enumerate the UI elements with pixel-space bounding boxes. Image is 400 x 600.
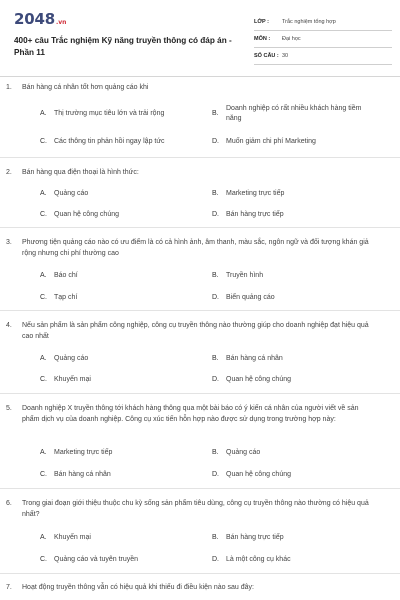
question-text: Hoạt động truyền thông vẫn có hiệu quả khi thiếu đi điều kiện nào sau đây: bbox=[22, 584, 254, 591]
option-text: Marketing trực tiếp bbox=[226, 190, 285, 197]
option-letter: A. bbox=[40, 190, 47, 197]
question-number: 7. bbox=[6, 584, 12, 591]
option-text: Biển quảng cáo bbox=[226, 294, 275, 301]
question-item bbox=[0, 311, 400, 394]
question-list bbox=[0, 78, 400, 598]
option-letter: D. bbox=[212, 211, 219, 218]
question-stem bbox=[6, 498, 372, 520]
option-letter: A. bbox=[40, 355, 47, 362]
option-letter: A. bbox=[40, 110, 47, 117]
option-letter: C. bbox=[40, 211, 47, 218]
meta-value: Đại học bbox=[282, 36, 301, 42]
header-divider bbox=[0, 76, 400, 77]
question-text: Phương tiện quảng cáo nào có ưu điểm là có cả hình ảnh, âm thanh, màu sắc, ngôn ngữ và đối tượng khán giả rộng nhưng chi phí thường cao bbox=[22, 239, 369, 257]
meta-table bbox=[254, 14, 392, 65]
site-logo[interactable] bbox=[14, 10, 66, 28]
question-item bbox=[0, 228, 400, 311]
option-letter: C. bbox=[40, 471, 47, 478]
option-text: Khuyến mại bbox=[54, 376, 91, 383]
question-stem bbox=[6, 582, 372, 593]
option-text: Doanh nghiệp có rất nhiều khách hàng tiềm năng bbox=[226, 105, 362, 122]
option-text: Marketing trực tiếp bbox=[54, 449, 113, 456]
option-letter: B. bbox=[212, 534, 219, 541]
option-text: Bán hàng cá nhân bbox=[54, 471, 111, 478]
option-letter: D. bbox=[212, 376, 219, 383]
option-text: Bán hàng trực tiếp bbox=[226, 534, 284, 541]
question-item bbox=[0, 78, 400, 158]
question-text: Bán hàng cá nhân tốt hơn quảng cáo khi bbox=[22, 84, 149, 91]
question-item bbox=[0, 489, 400, 574]
option-letter: B. bbox=[212, 272, 219, 279]
option-letter: D. bbox=[212, 138, 219, 145]
option-letter: B. bbox=[212, 190, 219, 197]
page-title: 400+ câu Trắc nghiệm Kỹ năng truyền thông có đáp án - Phần 11 bbox=[14, 36, 232, 57]
question-number: 2. bbox=[6, 169, 12, 176]
question-number: 4. bbox=[6, 322, 12, 329]
question-item bbox=[0, 394, 400, 489]
question-item bbox=[0, 574, 400, 598]
option-text: Quan hệ công chúng bbox=[54, 211, 119, 218]
question-text: Doanh nghiệp X truyền thông tới khách hàng thông qua một bài báo có ý kiến cá nhân của người viết về sản phẩm dịch vụ của doanh nghiệp. Công cụ xúc tiến hỗn hợp nào được sử dụng trong trường hợp này: bbox=[22, 405, 359, 423]
question-stem bbox=[6, 403, 372, 425]
meta-value: 30 bbox=[282, 53, 289, 59]
option-text: Quảng cáo và tuyên truyền bbox=[54, 556, 139, 563]
option-letter: D. bbox=[212, 556, 219, 563]
meta-row-subject bbox=[254, 31, 392, 48]
meta-label: SỐ CÂU : bbox=[254, 53, 279, 59]
option-letter: B. bbox=[212, 355, 219, 362]
logo-main-text: 2048 bbox=[14, 10, 55, 28]
question-number: 5. bbox=[6, 405, 12, 412]
option-text: Muốn giảm chi phí Marketing bbox=[226, 138, 316, 145]
logo-domain-text: .vn bbox=[55, 19, 67, 26]
option-text: Khuyến mại bbox=[54, 534, 91, 541]
option-letter: A. bbox=[40, 272, 47, 279]
question-number: 3. bbox=[6, 239, 12, 246]
question-text: Bán hàng qua điện thoại là hình thức: bbox=[22, 169, 139, 176]
option-text: Tạp chí bbox=[54, 294, 78, 301]
option-text: Truyền hình bbox=[226, 272, 264, 279]
meta-label: LỚP : bbox=[254, 19, 269, 25]
option-text: Quảng cáo bbox=[54, 190, 89, 197]
meta-value: Trắc nghiệm tổng hợp bbox=[282, 19, 336, 25]
question-item bbox=[0, 158, 400, 228]
option-letter: C. bbox=[40, 294, 47, 301]
option-letter: C. bbox=[40, 376, 47, 383]
question-number: 6. bbox=[6, 500, 12, 507]
option-letter: D. bbox=[212, 471, 219, 478]
option-letter: C. bbox=[40, 556, 47, 563]
option-text: Quảng cáo bbox=[54, 355, 89, 362]
option-letter: A. bbox=[40, 449, 47, 456]
option-text: Quan hệ công chúng bbox=[226, 471, 291, 478]
option-letter: B. bbox=[212, 449, 219, 456]
option-text: Bán hàng cá nhân bbox=[226, 355, 283, 362]
question-stem bbox=[6, 167, 372, 178]
option-text: Quan hệ công chúng bbox=[226, 376, 291, 383]
option-text: Thị trường mục tiêu lớn và trải rộng bbox=[54, 110, 165, 117]
question-text: Trong giai đoạn giới thiệu thuộc chu kỳ sống sản phẩm tiêu dùng, công cụ truyền thông nào thường có hiệu quả nhất? bbox=[22, 500, 369, 518]
option-text: Là một công cụ khác bbox=[226, 556, 291, 563]
option-letter: D. bbox=[212, 294, 219, 301]
option-letter: B. bbox=[212, 110, 219, 117]
question-stem bbox=[6, 82, 372, 93]
meta-row-count bbox=[254, 48, 392, 65]
question-text: Nếu sản phẩm là sản phẩm công nghiệp, công cụ truyền thông nào thường giúp cho doanh nghiệp đạt hiệu quả cao nhất bbox=[22, 322, 369, 340]
option-text: Bán hàng trực tiếp bbox=[226, 211, 284, 218]
question-stem bbox=[6, 320, 372, 342]
option-text: Các thông tin phản hồi ngay lập tức bbox=[54, 138, 165, 145]
question-number: 1. bbox=[6, 84, 12, 91]
document-header bbox=[14, 10, 386, 72]
option-letter: A. bbox=[40, 534, 47, 541]
option-letter: C. bbox=[40, 138, 47, 145]
meta-label: MÔN : bbox=[254, 36, 271, 42]
meta-row-class bbox=[254, 14, 392, 31]
question-stem bbox=[6, 237, 372, 259]
option-text: Quảng cáo bbox=[226, 449, 261, 456]
option-text: Báo chí bbox=[54, 272, 78, 279]
